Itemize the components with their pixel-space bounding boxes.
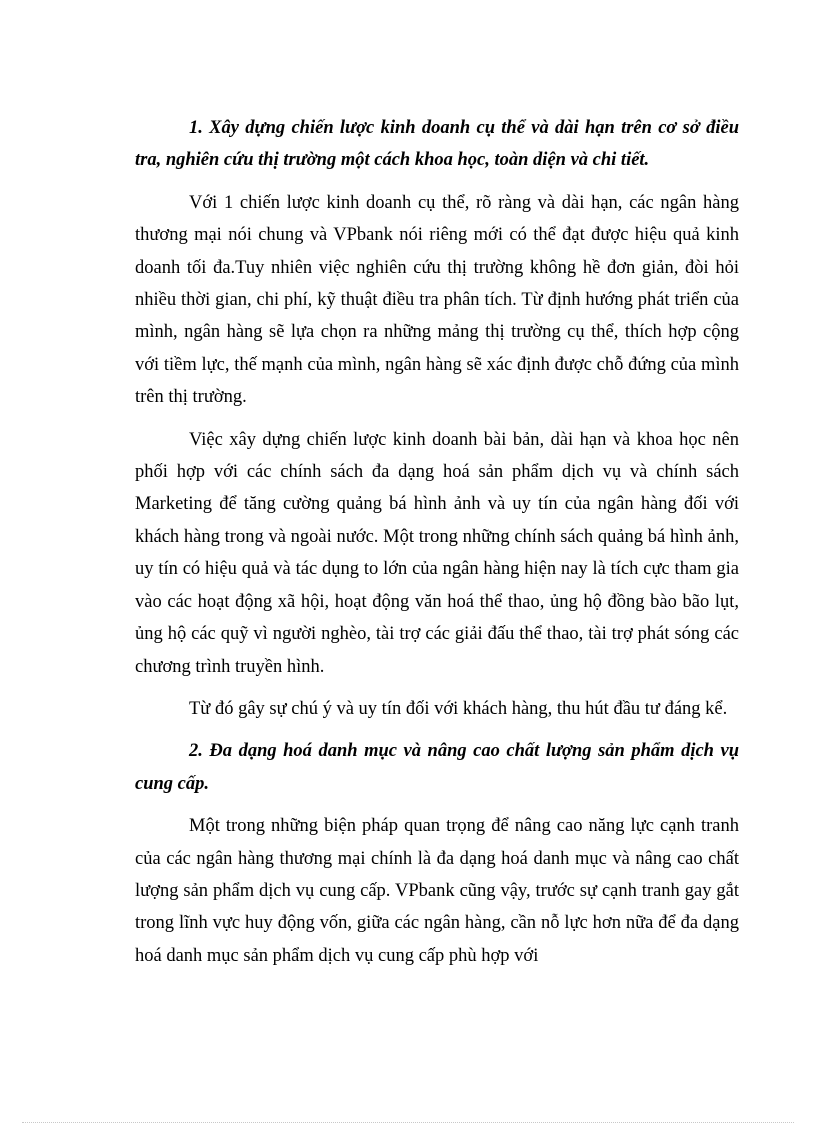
document-body [135,112,739,982]
paragraph-4: Một trong những biện pháp quan trọng để nâng cao năng lực cạnh tranh của các ngân hàng thương mại chính là đa dạng hoá danh mục và nâng cao chất lượng sản phẩm dịch vụ cung cấp. VPbank cũng vậy, trước sự cạnh tranh gay gắt trong lĩnh vực huy động vốn, giữa các ngân hàng, cần nỗ lực hơn nữa để đa dạng hoá danh mục sản phẩm dịch vụ cung cấp phù hợp với [135,816,739,966]
paragraph-2: Việc xây dựng chiến lược kinh doanh bài bản, dài hạn và khoa học nên phối hợp với các chính sách đa dạng hoá sản phẩm dịch vụ và chính sách Marketing để tăng cường quảng bá hình ảnh và uy tín của ngân hàng đối với khách hàng trong và ngoài nước. Một trong những chính sách quảng bá hình ảnh, uy tín có hiệu quả và tác dụng to lớn của ngân hàng hiện nay là tích cực tham gia vào các hoạt động xã hội, hoạt động văn hoá thể thao, ủng hộ đồng bào bão lụt, ủng hộ các quỹ vì người nghèo, tài trợ các giải đấu thể thao, tài trợ phát sóng các chương trình truyền hình. [135,429,739,677]
section-heading-1: 1. Xây dựng chiến lược kinh doanh cụ thể và dài hạn trên cơ sở điều tra, nghiên cứu thị trường một cách khoa học, toàn diện và chi tiết. [135,118,739,171]
paragraph-3: Từ đó gây sự chú ý và uy tín đối với khách hàng, thu hút đầu tư đáng kể. [189,698,728,719]
section-heading-2: 2. Đa dạng hoá danh mục và nâng cao chất lượng sản phẩm dịch vụ cung cấp. [135,741,739,794]
paragraph-1: Với 1 chiến lược kinh doanh cụ thể, rõ ràng và dài hạn, các ngân hàng thương mại nói chung và VPbank nói riêng mới có thể đạt được hiệu quả kinh doanh tối đa.Tuy nhiên việc nghiên cứu thị trường không hề đơn giản, đòi hỏi nhiều thời gian, chi phí, kỹ thuật điều tra phân tích. Từ định hướng phát triển của mình, ngân hàng sẽ lựa chọn ra những mảng thị trường cụ thể, thích hợp cộng với tiềm lực, thế mạnh của mình, ngân hàng sẽ xác định được chỗ đứng của mình trên thị trường. [135,192,739,408]
